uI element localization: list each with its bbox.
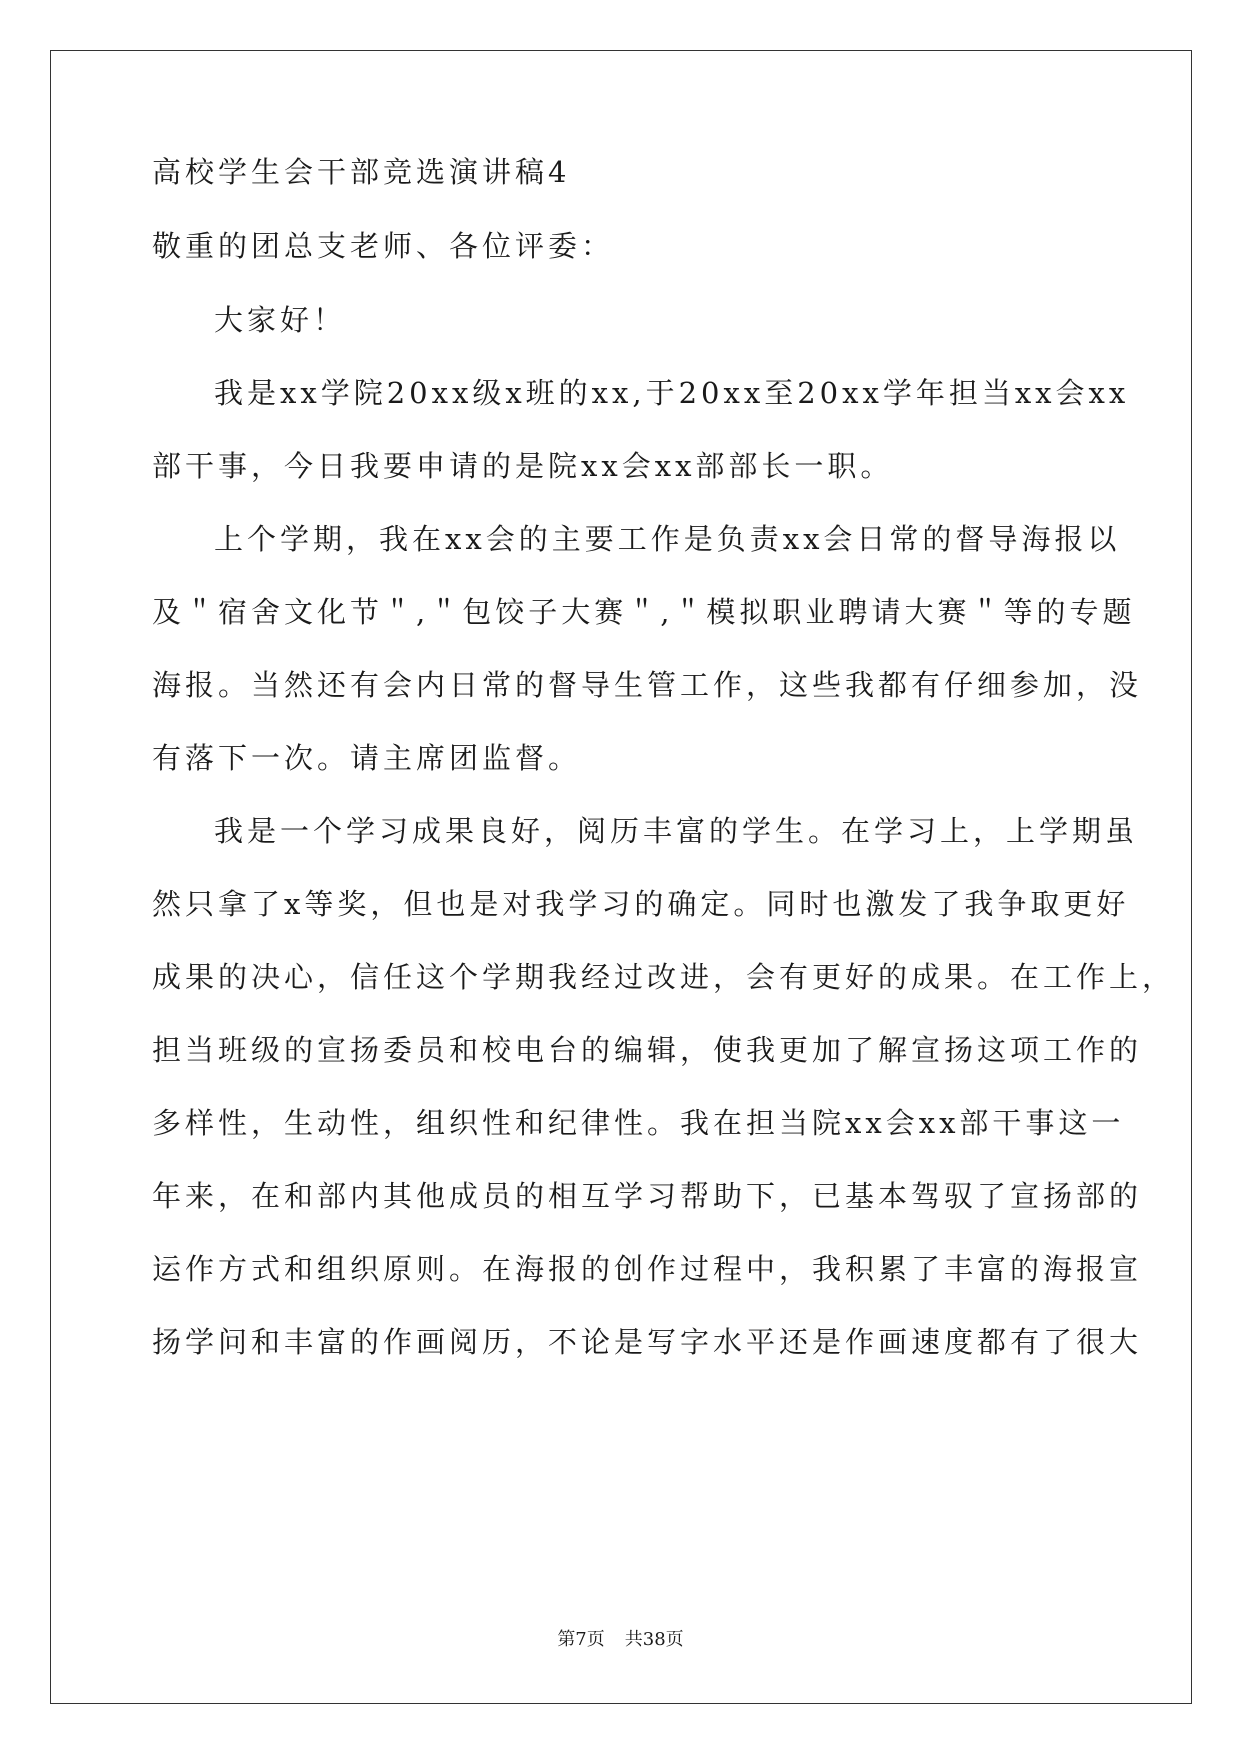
- paragraph-line: 运作方式和组织原则。在海报的创作过程中，我积累了丰富的海报宣: [152, 1252, 1143, 1286]
- document-title: 高校学生会干部竞选演讲稿4: [152, 155, 571, 189]
- paragraph-line: 然只拿了x等奖，但也是对我学习的确定。同时也激发了我争取更好: [152, 887, 1130, 921]
- paragraph-line: 成果的决心，信任这个学期我经过改进，会有更好的成果。在工作上，: [152, 960, 1176, 994]
- paragraph-line: 年来，在和部内其他成员的相互学习帮助下，已基本驾驭了宣扬部的: [152, 1179, 1143, 1213]
- paragraph-line: 扬学问和丰富的作画阅历，不论是写字水平还是作画速度都有了很大: [152, 1325, 1143, 1359]
- paragraph-line: 及＂宿舍文化节＂,＂包饺子大赛＂,＂模拟职业聘请大赛＂等的专题: [152, 595, 1136, 629]
- paragraph-line: 有落下一次。请主席团监督。: [152, 741, 582, 775]
- paragraph-line: 担当班级的宣扬委员和校电台的编辑，使我更加了解宣扬这项工作的: [152, 1033, 1143, 1067]
- salutation: 敬重的团总支老师、各位评委：: [152, 229, 615, 263]
- paragraph-line: 上个学期，我在xx会的主要工作是负责xx会日常的督导海报以: [214, 522, 1121, 556]
- page-number: 第7页: [557, 1629, 605, 1650]
- paragraph-line: 海报。当然还有会内日常的督导生管工作，这些我都有仔细参加，没: [152, 668, 1143, 702]
- page-footer: [0, 1628, 1241, 1652]
- paragraph-line: 大家好！: [214, 303, 347, 337]
- page-border: [50, 50, 1192, 1704]
- paragraph-line: 我是xx学院20xx级x班的xx,于20xx至20xx学年担当xx会xx: [214, 376, 1130, 410]
- paragraph-line: 多样性，生动性，组织性和纪律性。我在担当院xx会xx部干事这一: [152, 1106, 1125, 1140]
- paragraph-line: 我是一个学习成果良好，阅历丰富的学生。在学习上，上学期虽: [214, 814, 1139, 848]
- paragraph-line: 部干事，今日我要申请的是院xx会xx部部长一职。: [152, 449, 894, 483]
- page-total: 共38页: [624, 1629, 684, 1650]
